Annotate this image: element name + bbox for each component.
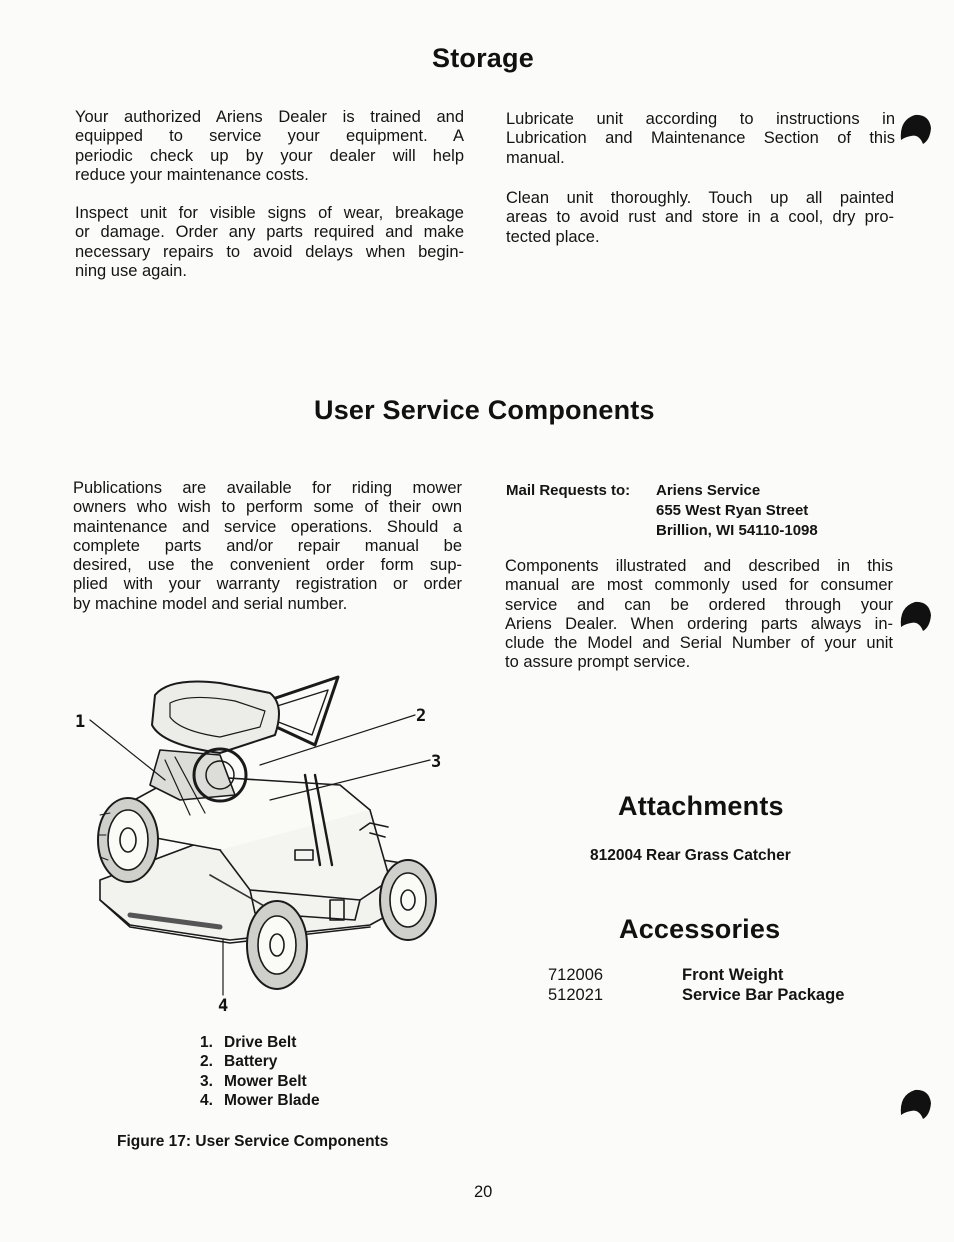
attachments-heading: Attachments: [618, 791, 784, 821]
storage-right-para-2: [506, 189, 894, 247]
callout-3: 3: [431, 752, 442, 772]
riding-mower-illustration: [70, 665, 460, 1015]
thumb-tab-icon: [897, 597, 933, 633]
text-line: ning use again.: [75, 261, 187, 280]
accessories-list: [548, 966, 844, 1005]
attachment-item: 812004 Rear Grass Catcher: [590, 847, 791, 864]
text-line: manual are most commonly used for consumer: [505, 576, 893, 595]
callout-2: 2: [416, 706, 427, 726]
legend-item: [200, 1033, 320, 1052]
mail-line: Brillion, WI 54110-1098: [656, 522, 818, 539]
thumb-tab-icon: [897, 1085, 933, 1121]
legend-text: Mower Belt: [224, 1072, 307, 1090]
figure-legend: [200, 1033, 320, 1110]
text-line: areas to avoid rust and store in a cool, dry pro-: [506, 208, 894, 227]
text-line: complete parts and/or repair manual be: [73, 536, 462, 555]
user-service-left-para: [73, 479, 462, 614]
text-line: owners who wish to perform some of their own: [73, 498, 462, 517]
text-line: to assure prompt service.: [505, 653, 691, 672]
text-line: tected place.: [506, 227, 600, 246]
text-line: Publications are available for riding mower: [73, 479, 462, 497]
text-line: desired, use the convenient order form sup-: [73, 556, 462, 575]
text-line: maintenance and service operations. Should a: [73, 517, 462, 536]
text-line: Components illustrated and described in this: [505, 557, 893, 575]
text-line: Ariens Dealer. When ordering parts always in-: [505, 614, 893, 633]
text-line: manual.: [506, 148, 565, 167]
mail-line: 655 West Ryan Street: [656, 502, 809, 519]
legend-item: [200, 1052, 320, 1071]
legend-num: 4.: [200, 1091, 213, 1109]
accessory-name: Service Bar Package: [682, 985, 845, 1004]
accessory-name: Front Weight: [682, 966, 784, 984]
text-line: Inspect unit for visible signs of wear, breakage: [75, 204, 464, 222]
list-item: [548, 966, 844, 986]
storage-right-para-1: [506, 110, 895, 168]
text-line: by machine model and serial number.: [73, 594, 348, 613]
text-line: plied with your warranty registration or order: [73, 575, 462, 594]
page-number: 20: [474, 1183, 493, 1201]
legend-num: 1.: [200, 1034, 213, 1051]
callout-1: 1: [75, 712, 86, 732]
storage-left-para-1: [75, 108, 464, 185]
accessories-heading: Accessories: [619, 914, 781, 944]
user-service-heading: User Service Components: [314, 395, 655, 425]
text-line: necessary repairs to avoid delays when begin-: [75, 242, 464, 261]
text-line: Lubricate unit according to instructions in: [506, 110, 895, 128]
list-item: [548, 986, 844, 1006]
legend-item: [200, 1091, 320, 1110]
mail-line: Ariens Service: [656, 482, 761, 499]
text-line: clude the Model and Serial Number of your unit: [505, 634, 893, 653]
accessory-code: 512021: [548, 985, 604, 1004]
legend-text: Battery: [224, 1053, 278, 1071]
text-line: reduce your maintenance costs.: [75, 165, 309, 184]
text-line: equipped to service your equipment. A: [75, 127, 464, 146]
text-line: or damage. Order any parts required and make: [75, 223, 464, 242]
legend-item: [200, 1072, 320, 1091]
callout-4: 4: [218, 996, 229, 1015]
storage-heading: Storage: [432, 43, 534, 73]
mail-label: Mail Requests to:: [506, 482, 631, 499]
user-service-right-para: [505, 557, 893, 673]
text-line: service and can be ordered through your: [505, 595, 893, 614]
storage-left-para-2: [75, 204, 464, 281]
accessory-code: 712006: [548, 966, 604, 984]
legend-num: 2.: [200, 1053, 213, 1071]
text-line: periodic check up by your dealer will help: [75, 146, 464, 165]
figure-caption: Figure 17: User Service Components: [117, 1133, 389, 1150]
mail-request-block: [506, 481, 818, 541]
thumb-tab-icon: [897, 110, 933, 146]
legend-text: Mower Blade: [224, 1091, 320, 1109]
legend-num: 3.: [200, 1072, 213, 1090]
text-line: Clean unit thoroughly. Touch up all painted: [506, 189, 894, 207]
text-line: Your authorized Ariens Dealer is trained and: [75, 108, 464, 126]
text-line: Lubrication and Maintenance Section of this: [506, 129, 895, 148]
legend-text: Drive Belt: [224, 1034, 297, 1051]
